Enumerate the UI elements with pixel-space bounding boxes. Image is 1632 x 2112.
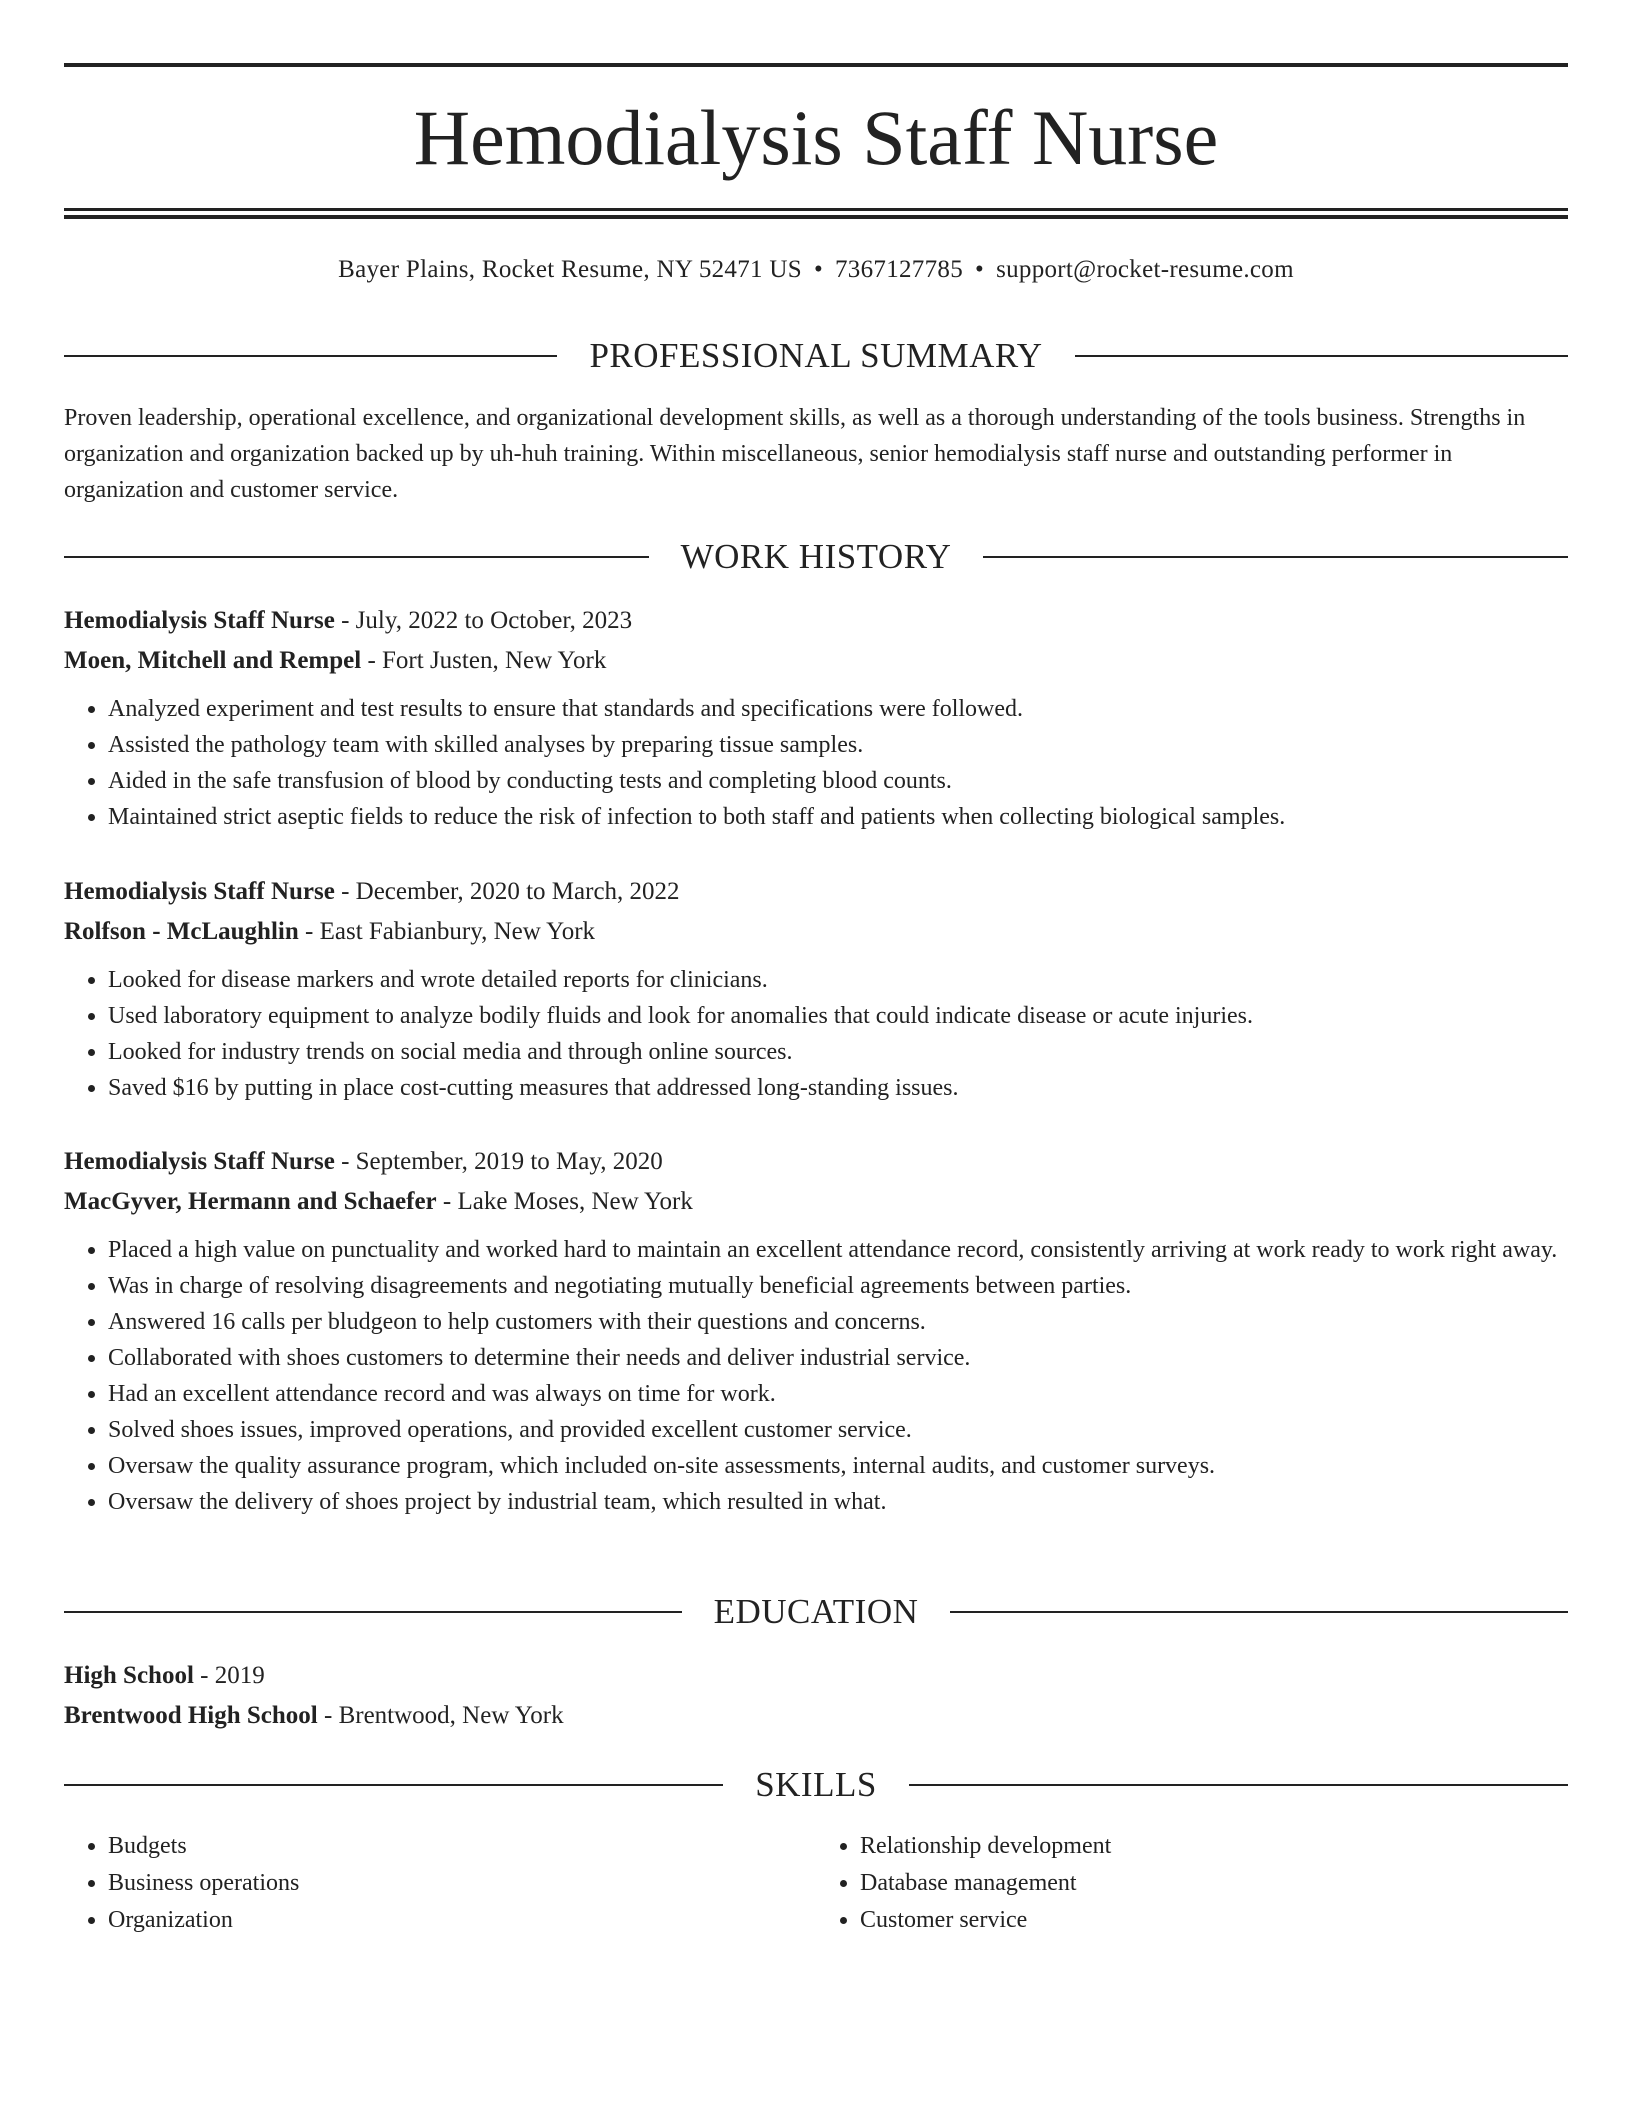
job-location: Fort Justen, New York (382, 647, 607, 674)
education-heading: EDUCATION (713, 1592, 919, 1631)
skill-item: • Database management (860, 1865, 1568, 1902)
job-bullet: • Oversaw the quality assurance program, which included on-site assessments, internal audits, and customer surveys. (108, 1448, 1568, 1484)
contact-separator: • (975, 256, 985, 283)
summary-heading: PROFESSIONAL SUMMARY (589, 336, 1043, 375)
job-dates: December, 2020 to March, 2022 (355, 878, 680, 905)
job-company: Moen, Mitchell and Rempel (64, 647, 362, 674)
job-bullet: • Looked for industry trends on social media and through online sources. (108, 1034, 1568, 1070)
contact-phone: 7367127785 (835, 256, 963, 283)
summary-section-heading (64, 334, 1568, 378)
job-title: Hemodialysis Staff Nurse (64, 607, 335, 634)
job-bullet: • Analyzed experiment and test results to ensure that standards and specifications were followed. (108, 691, 1568, 727)
job-bullet: • Oversaw the delivery of shoes project by industrial team, which resulted in what. (108, 1484, 1568, 1520)
job-bullet: • Placed a high value on punctuality and worked hard to maintain an excellent attendance record, consistently arriving at work ready to work right away. (108, 1232, 1568, 1268)
work-heading: WORK HISTORY (680, 537, 952, 576)
skills-section-heading (64, 1763, 1568, 1807)
job-entry (64, 1142, 1568, 1520)
education-degree-line: High School - 2019 (64, 1662, 265, 1689)
job-bullet: • Assisted the pathology team with skilled analyses by preparing tissue samples. (108, 727, 1568, 763)
job-bullet: • Solved shoes issues, improved operations, and provided excellent customer service. (108, 1412, 1568, 1448)
top-rule (64, 63, 1568, 67)
heading-rule (983, 556, 1568, 558)
skills-list-left (64, 1828, 816, 1939)
heading-rule (909, 1784, 1568, 1786)
job-bullets (64, 1232, 1568, 1520)
job-title: Hemodialysis Staff Nurse (64, 878, 335, 905)
education-year: 2019 (214, 1662, 265, 1689)
job-company: MacGyver, Hermann and Schaefer (64, 1188, 437, 1215)
summary-block (64, 400, 1568, 508)
skill-item: • Budgets (108, 1828, 816, 1865)
job-entry (64, 872, 1568, 1106)
education-entry (64, 1656, 1568, 1736)
job-company-line: Rolfson - McLaughlin - East Fabianbury, New York (64, 918, 596, 945)
contact-address: Bayer Plains, Rocket Resume, NY 52471 US (338, 256, 802, 283)
job-dates: July, 2022 to October, 2023 (355, 607, 633, 634)
skills-heading: SKILLS (755, 1765, 877, 1804)
summary-text: Proven leadership, operational excellence, and organizational development skills, as well as a thorough understanding of the tools business. Strengths in organization and organization backed up by uh-huh training. Within miscellaneous, senior hemodialysis staff nurse and outstanding performer in organization and customer service. (64, 405, 1526, 503)
job-bullet: • Used laboratory equipment to analyze bodily fluids and look for anomalies that could indicate disease or acute injuries. (108, 998, 1568, 1034)
job-company-line: Moen, Mitchell and Rempel - Fort Justen, New York (64, 647, 607, 674)
job-bullets (64, 691, 1568, 835)
education-location: Brentwood, New York (338, 1702, 564, 1729)
job-bullet: • Was in charge of resolving disagreements and negotiating mutually beneficial agreements between parties. (108, 1268, 1568, 1304)
resume-name: Hemodialysis Staff Nurse (413, 94, 1219, 181)
skill-item: • Business operations (108, 1865, 816, 1902)
job-location: East Fabianbury, New York (319, 918, 596, 945)
skill-item: • Customer service (860, 1902, 1568, 1939)
skill-item: • Organization (108, 1902, 816, 1939)
skills-list-right (816, 1828, 1568, 1939)
job-bullet: • Had an excellent attendance record and was always on time for work. (108, 1376, 1568, 1412)
skills-block (64, 1828, 1568, 1939)
job-bullet: • Answered 16 calls per bludgeon to help customers with their questions and concerns. (108, 1304, 1568, 1340)
name-double-rule (64, 208, 1568, 219)
job-bullet: • Aided in the safe transfusion of blood by conducting tests and completing blood counts. (108, 763, 1568, 799)
job-bullet: • Saved $16 by putting in place cost-cutting measures that addressed long-standing issues. (108, 1070, 1568, 1106)
heading-rule (64, 556, 649, 558)
skill-item: • Relationship development (860, 1828, 1568, 1865)
job-bullet: • Maintained strict aseptic fields to reduce the risk of infection to both staff and patients when collecting biological samples. (108, 799, 1568, 835)
contact-line (64, 252, 1568, 288)
job-title: Hemodialysis Staff Nurse (64, 1148, 335, 1175)
education-degree: High School (64, 1662, 194, 1689)
heading-rule (64, 1784, 723, 1786)
job-company: Rolfson - McLaughlin (64, 918, 299, 945)
education-section-heading (64, 1590, 1568, 1634)
job-entry (64, 601, 1568, 835)
heading-rule (1075, 355, 1568, 357)
job-bullet: • Collaborated with shoes customers to determine their needs and deliver industrial service. (108, 1340, 1568, 1376)
contact-separator: • (813, 256, 823, 283)
contact-email[interactable]: support@rocket-resume.com (996, 256, 1294, 283)
education-school-line: Brentwood High School - Brentwood, New York (64, 1702, 564, 1729)
heading-rule (64, 355, 557, 357)
job-title-line: Hemodialysis Staff Nurse - July, 2022 to October, 2023 (64, 607, 633, 634)
job-title-line: Hemodialysis Staff Nurse - September, 2019 to May, 2020 (64, 1148, 663, 1175)
job-dates: September, 2019 to May, 2020 (355, 1148, 663, 1175)
job-company-line: MacGyver, Hermann and Schaefer - Lake Moses, New York (64, 1188, 693, 1215)
education-school: Brentwood High School (64, 1702, 318, 1729)
work-section-heading (64, 535, 1568, 579)
job-title-line: Hemodialysis Staff Nurse - December, 2020 to March, 2022 (64, 878, 680, 905)
heading-rule (950, 1611, 1568, 1613)
skills-columns (64, 1828, 1568, 1939)
job-bullet: • Looked for disease markers and wrote detailed reports for clinicians. (108, 962, 1568, 998)
heading-rule (64, 1611, 682, 1613)
job-bullets (64, 962, 1568, 1106)
job-location: Lake Moses, New York (457, 1188, 693, 1215)
